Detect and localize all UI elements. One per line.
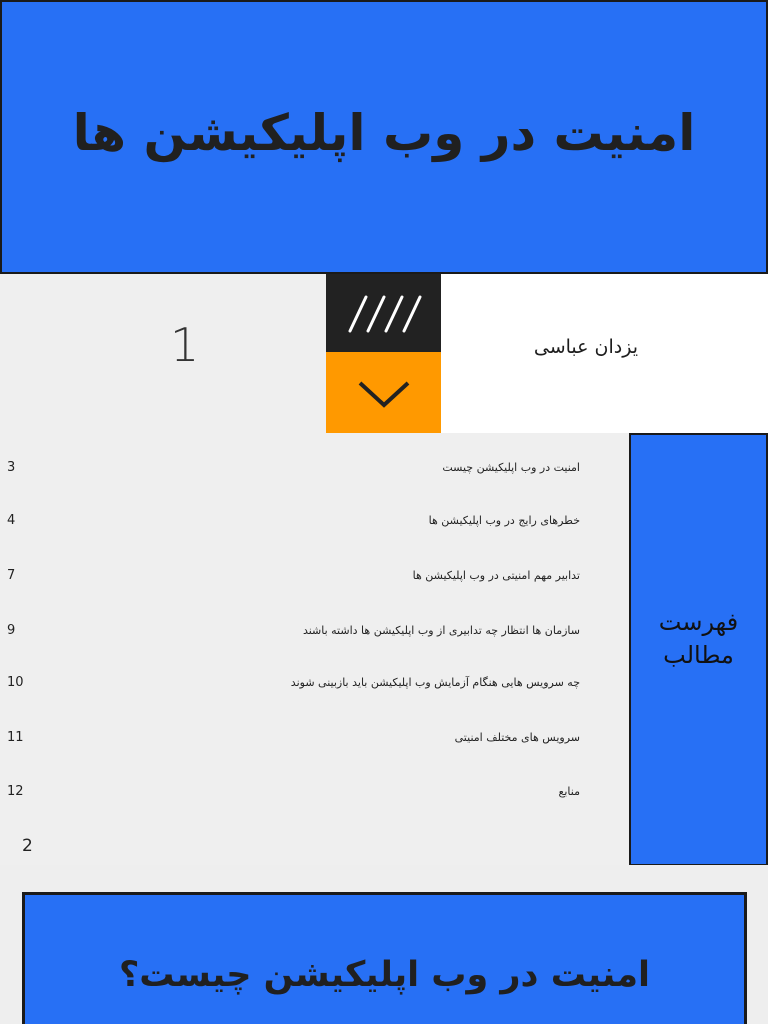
toc-entry: سازمان ها انتظار چه تدابیری از وب اپلیکیشن ها داشته باشند [302,624,580,637]
toc-entry: خطرهای رایج در وب اپلیکیشن ها [428,514,580,527]
toc-page-number: 3 [7,460,16,475]
toc-title: فهرست مطالب [658,608,739,669]
toc-page-number: 12 [7,784,24,799]
section-heading-box [22,892,747,1024]
toc-entry: تدابیر مهم امنیتی در وب اپلیکیشن ها [412,569,580,582]
author-name: یزدان عباسی [533,336,638,358]
toc-row[interactable] [0,785,590,805]
toc-row[interactable] [0,731,590,751]
toc-entry: چه سرویس هایی هنگام آزمایش وب اپلیکیشن باید بازبینی شوند [290,676,580,689]
toc-heading-box [629,433,768,866]
toc-page-number: 4 [7,513,16,528]
toc-row[interactable] [0,461,590,481]
toc-page-number: 10 [7,675,24,690]
toc-entry: امنیت در وب اپلیکیشن چیست [442,461,580,474]
toc-page-number: 9 [7,623,16,638]
page-number: 2 [22,836,33,856]
section-title: امنیت در وب اپلیکیشن چیست؟ [118,955,650,995]
toc-row[interactable] [0,514,590,534]
toc-row[interactable] [0,569,590,589]
toc-row[interactable] [0,624,590,644]
document-page-2 [0,865,768,1024]
toc-page-number: 7 [7,568,16,583]
toc-entry: منابع [558,785,580,798]
document-title: امنیت در وب اپلیکیشن ها [72,104,696,162]
toc-entry: سرویس های مختلف امنیتی [454,731,580,744]
toc-row[interactable] [0,676,590,696]
toc-page-number: 11 [7,730,24,745]
slide-number: 1 [170,318,200,372]
